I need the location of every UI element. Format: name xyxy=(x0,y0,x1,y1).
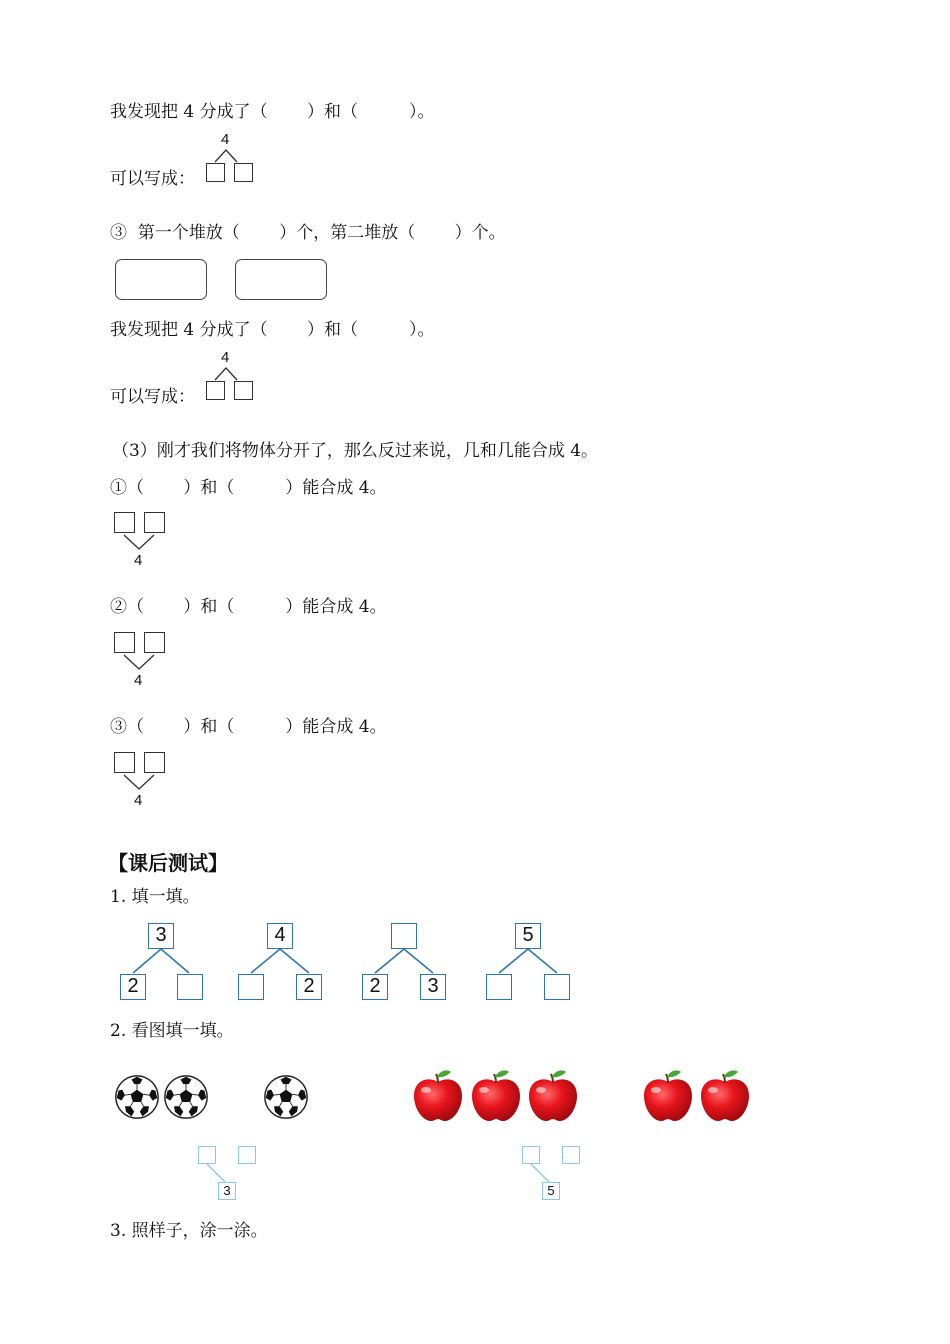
q2-apple-total-box: 5 xyxy=(542,1182,560,1200)
combine-connector-1 xyxy=(119,533,159,553)
combine-box-2-left[interactable] xyxy=(114,632,135,653)
q1-right-box-2[interactable]: 2 xyxy=(296,974,322,1000)
combine-box-1-right[interactable] xyxy=(144,512,165,533)
q1-right-box-4[interactable] xyxy=(544,974,570,1000)
discover-sentence-b: 我发现把 4 分成了（ ）和（ ）。 xyxy=(110,320,435,340)
write-as-label-b: 可以写成： xyxy=(110,387,195,407)
q2-apple-connector xyxy=(521,1164,581,1184)
combine-sentence-3: ③（ ）和（ ）能合成 4。 xyxy=(110,717,387,737)
soccer-ball-icon xyxy=(263,1074,309,1120)
combine-total-3: 4 xyxy=(134,792,143,809)
answer-box-a-right[interactable] xyxy=(234,163,253,182)
soccer-ball-icon xyxy=(114,1074,160,1120)
combine-connector-2 xyxy=(119,653,159,673)
q1-right-box-3[interactable]: 3 xyxy=(420,974,446,1000)
apple-icon xyxy=(468,1068,524,1124)
combine-box-2-right[interactable] xyxy=(144,632,165,653)
test-q3-label: 3. 照样子，涂一涂。 xyxy=(110,1221,268,1241)
combine-sentence-2: ②（ ）和（ ）能合成 4。 xyxy=(110,597,387,617)
q1-top-box-4[interactable]: 5 xyxy=(515,923,541,949)
part3-intro: （3）刚才我们将物体分开了，那么反过来说，几和几能合成 4。 xyxy=(112,441,599,461)
answer-box-b-right[interactable] xyxy=(234,381,253,400)
q1-right-box-1[interactable] xyxy=(177,974,203,1000)
pile-box-second[interactable] xyxy=(235,259,327,300)
q1-left-box-2[interactable] xyxy=(238,974,264,1000)
answer-box-a-left[interactable] xyxy=(206,163,225,182)
q1-top-box-1[interactable]: 3 xyxy=(148,923,174,949)
apple-icon xyxy=(525,1068,581,1124)
q1-left-box-3[interactable]: 2 xyxy=(362,974,388,1000)
q1-left-box-1[interactable]: 2 xyxy=(120,974,146,1000)
apple-icon xyxy=(410,1068,466,1124)
write-as-label-a: 可以写成： xyxy=(110,169,195,189)
q1-top-box-3[interactable] xyxy=(391,923,417,949)
q2-soccer-right-box[interactable] xyxy=(238,1146,256,1164)
split-top-number-a: 4 xyxy=(221,131,230,148)
q2-apple-right-box[interactable] xyxy=(562,1146,580,1164)
test-q2-label: 2. 看图填一填。 xyxy=(110,1021,234,1041)
combine-connector-3 xyxy=(119,773,159,793)
combine-box-3-left[interactable] xyxy=(114,752,135,773)
q1-left-box-4[interactable] xyxy=(486,974,512,1000)
split-top-number-b: 4 xyxy=(221,349,230,366)
q1-top-box-2[interactable]: 4 xyxy=(267,923,293,949)
q2-soccer-connector xyxy=(197,1164,257,1184)
pile-box-first[interactable] xyxy=(115,259,207,300)
combine-total-2: 4 xyxy=(134,672,143,689)
pile-question: ③ 第一个堆放（ ）个，第二堆放（ ）个。 xyxy=(110,223,506,243)
answer-box-b-left[interactable] xyxy=(206,381,225,400)
soccer-ball-icon xyxy=(163,1074,209,1120)
combine-total-1: 4 xyxy=(134,552,143,569)
combine-box-1-left[interactable] xyxy=(114,512,135,533)
combine-box-3-right[interactable] xyxy=(144,752,165,773)
apple-icon xyxy=(640,1068,696,1124)
discover-sentence-a: 我发现把 4 分成了（ ）和（ ）。 xyxy=(110,102,435,122)
combine-sentence-1: ①（ ）和（ ）能合成 4。 xyxy=(110,478,387,498)
test-q1-label: 1. 填一填。 xyxy=(110,887,200,907)
q2-apple-left-box[interactable] xyxy=(522,1146,540,1164)
q2-soccer-total-box: 3 xyxy=(218,1182,236,1200)
q2-soccer-left-box[interactable] xyxy=(198,1146,216,1164)
apple-icon xyxy=(697,1068,753,1124)
test-heading: 【课后测试】 xyxy=(108,851,228,875)
